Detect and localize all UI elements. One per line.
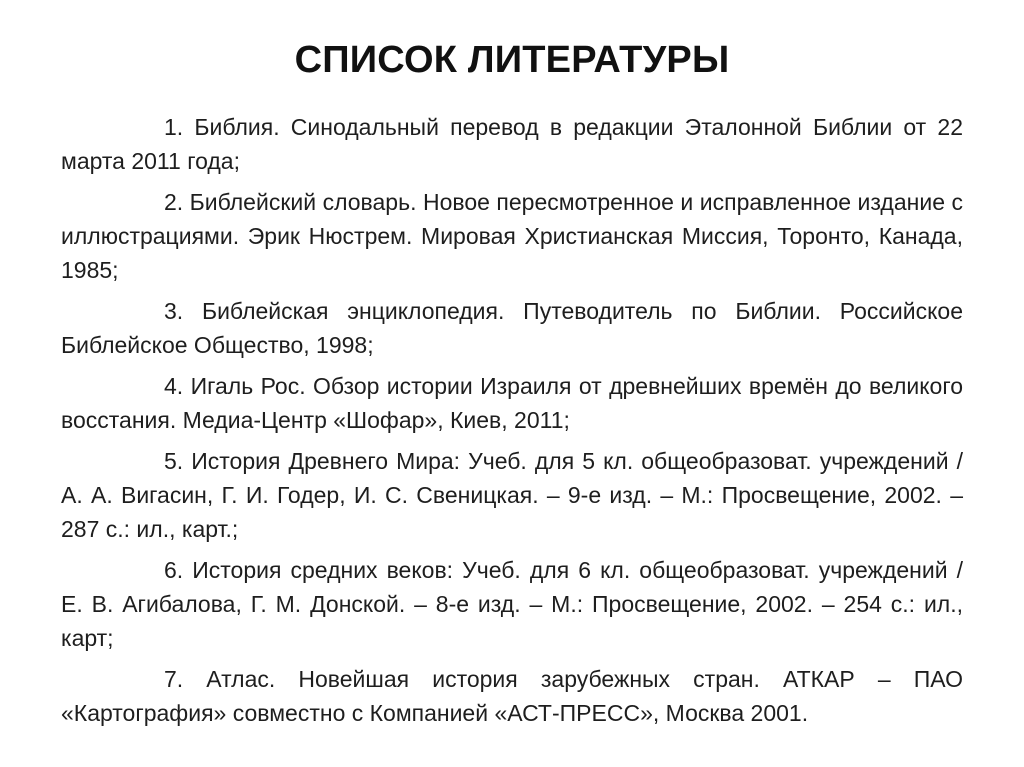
reference-item-2: 2. Библейский словарь. Новое пересмотренное и исправленное издание с иллюстрациями. Эрик Нюстрем. Мировая Христианская Миссия, Торонто, Канада, 1985; [61,189,963,283]
page-title: СПИСОК ЛИТЕРАТУРЫ [294,39,730,81]
reference-item-3: 3. Библейская энциклопедия. Путеводитель по Библии. Российское Библейское Общество, 1998; [61,298,963,358]
reference-item-7: 7. Атлас. Новейшая история зарубежных стран. АТКАР – ПАО «Картография» совместно с Компанией «АСТ-ПРЕСС», Москва 2001. [61,666,963,726]
reference-item-4: 4. Игаль Рос. Обзор истории Израиля от древнейших времён до великого восстания. Медиа-Центр «Шофар», Киев, 2011; [61,373,963,433]
reference-item-5: 5. История Древнего Мира: Учеб. для 5 кл. общеобразоват. учреждений / А. А. Вигасин, Г. И. Годер, И. С. Свеницкая. – 9-е изд. – М.: Просвещение, 2002. – 287 с.: ил., карт.; [61,448,963,542]
reference-item-6: 6. История средних веков: Учеб. для 6 кл. общеобразоват. учреждений / Е. В. Агибалова, Г. М. Донской. – 8-е изд. – М.: Просвещение, 2002. – 254 с.: ил., карт; [61,557,963,651]
reference-item-1: 1. Библия. Синодальный перевод в редакции Эталонной Библии от 22 марта 2011 года; [61,114,963,174]
reference-list [61,110,963,737]
